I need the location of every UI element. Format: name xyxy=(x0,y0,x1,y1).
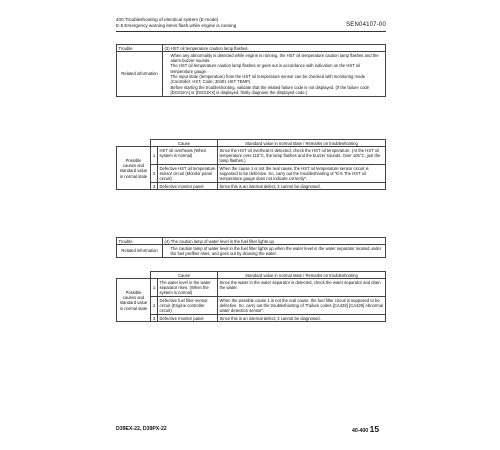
related-item: • Before starting the troubleshooting, validate that the related failure code is not displayed. (If the failure code [DGS1KA] or [DGS1KX] is displayed, firstly diagnose the displayed code.) xyxy=(171,85,384,96)
document-code: SEN04107-00 xyxy=(346,22,386,28)
related-item: • When any abnormality is detected while engine is running, the HST oil temperature caution lamp flashes and the alarm buzzer sounds. xyxy=(171,53,384,64)
trouble-label: Trouble xyxy=(117,238,163,245)
trouble-table-2 xyxy=(116,237,386,258)
trouble-table-1 xyxy=(116,44,386,97)
page-number: 15 xyxy=(369,424,380,434)
causes-table-2 xyxy=(116,271,386,322)
remark-cell: When the cause 1 is not the real cause, the HST oil temperature sensor circuit is supposed to be defective. So, carry out the troubleshooting of "E-5 The HST oil temperature gauge does not indicate correctly". xyxy=(218,165,386,183)
page-prefix: 40-400 xyxy=(352,428,369,434)
col-standard: Standard value in normal state / Remarks on troubleshooting xyxy=(218,272,386,279)
trouble-text: (4) The caution lamp of water level in the fuel filter lights up. xyxy=(163,238,386,245)
remark-cell: Since the HST oil overheat is detected, check the HST oil temperature. (At the HST oil temperature over 110°C, the lamp flashes and the buzzer sounds. Over 105°C, just the lamp flashes.) xyxy=(218,147,386,165)
possible-causes-label: Possible causes and standard value in normal state xyxy=(117,279,151,322)
related-item: • The input state (temperature) from the HST oil temperature sensor can be checked with monitoring mode. (Controller: HST, Code: 30401 HST TEMP) xyxy=(171,74,384,85)
footer-page xyxy=(352,424,379,434)
related-label: Related information xyxy=(117,52,163,96)
trouble-text: (3) HST oil temperature caution lamp flashes. xyxy=(163,45,386,52)
row-number: 2 xyxy=(151,297,158,315)
cause-cell: Defective HST oil temperature sensor circuit (Monitor panel circuit) xyxy=(159,165,216,182)
related-label: Related information xyxy=(117,245,163,258)
remark-cell: Since the water in the water separator is detected, check the water separator and drain the water. xyxy=(218,279,386,297)
row-number: 1 xyxy=(151,147,158,165)
row-number: 3 xyxy=(151,183,158,190)
col-standard: Standard value in normal state / Remarks on troubleshooting xyxy=(218,140,386,147)
col-cause: Cause xyxy=(151,140,218,147)
trouble-label: Trouble xyxy=(117,45,163,52)
possible-causes-label: Possible causes and standard value in normal state xyxy=(117,147,151,190)
causes-table-1 xyxy=(116,139,386,190)
remark-cell: Since this is an internal defect, it cannot be diagnosed. xyxy=(218,315,386,322)
row-number: 3 xyxy=(151,315,158,322)
header-divider xyxy=(116,31,386,32)
header-line1: 400 Troubleshooting of electrical system (E-mode) xyxy=(116,17,219,22)
related-item: • The HST oil temperature caution lamp flashes or goes out in accordance with indication on the HST oil temperature gauge. xyxy=(171,63,384,74)
cause-cell: Defective monitor panel xyxy=(158,183,218,190)
related-info xyxy=(163,52,386,96)
remark-cell: Since this is an internal defect, it cannot be diagnosed. xyxy=(218,183,386,190)
related-info xyxy=(163,245,386,258)
related-item: • The caution lamp of water level in the fuel filter lights up when the water level in the water separator located under the fuel prefilter rises, and goes out by draining the water. xyxy=(171,246,384,257)
header-line2: E-5 Emergency warning items flash while engine is running xyxy=(116,23,237,28)
remark-cell: When the possible cause 1 is not the real cause, the fuel filter circuit is supposed to be defective. So, carry out the troubleshooting of "Failure codes [CA428] [CA429] Abnormal water detection sensor". xyxy=(218,297,386,315)
cause-cell: HST oil overheats (When system is normal) xyxy=(158,147,218,165)
cause-cell: Defective monitor panel xyxy=(158,315,218,322)
cause-cell: The water level in the water separator rises. (When the system is normal) xyxy=(158,279,218,297)
footer-models: D39EX-22, D39PX-22 xyxy=(116,426,167,432)
row-number: 2 xyxy=(151,165,158,183)
page-header xyxy=(116,17,386,29)
row-number: 1 xyxy=(151,279,158,297)
col-cause: Cause xyxy=(151,272,218,279)
cause-cell: Defective fuel filter sensor circuit (Engine controller circuit) xyxy=(158,297,218,315)
